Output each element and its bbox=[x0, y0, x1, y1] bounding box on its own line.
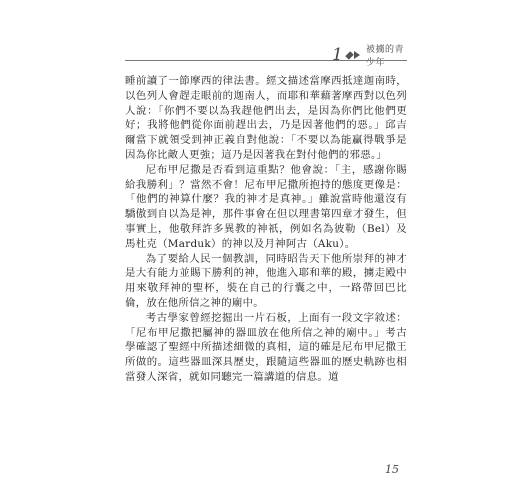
running-header bbox=[332, 42, 408, 68]
arrow-ornament-icon bbox=[354, 51, 360, 59]
body-text bbox=[125, 74, 407, 385]
chapter-number: 1 bbox=[332, 45, 343, 65]
paragraph-1: 睡前讀了一節摩西的律法書。經文描述當摩西抵達迦南時，以色列人會趕走眼前的迦南人，而耶和華藉著摩西對以色列人說：「你們不要以為我趕他們出去，是因為你們比他們更好；我將他們從你面前趕出去，乃是因著他們的惡。」邱吉爾當下就領受到神正義自對他說：「不要以為能贏得戰爭是因為你比敵人更強；這乃是因著我在對付他們的邪惡。」 bbox=[125, 75, 407, 161]
chapter-title: 被擄的青少年 bbox=[365, 45, 404, 68]
diamond-ornament-icon bbox=[345, 51, 354, 60]
header-rule bbox=[125, 60, 407, 61]
paragraph-4: 考古學家曾經挖掘出一片石板，上面有一段文字敘述：「尼布甲尼撒把屬神的器皿放在他所信之神的廟中。」考古學確認了聖經中所描述細微的真相，這的確是尼布甲尼撒王所做的。這些器皿深具歷史，跟隨這些器皿的歷史軌跡也相當發人深省，就如同聽完一篇講道的信息。道 bbox=[125, 311, 407, 383]
paragraph-3: 為了要給人民一個教訓，同時昭告天下他所崇拜的神才是大有能力並賜下勝利的神，他進入耶和華的殿，擄走殿中用來敬拜神的聖杯，裝在自己的行囊之中，一路帶回巴比倫，放在他所信之神的廟中。 bbox=[125, 252, 407, 309]
page-number: 15 bbox=[385, 463, 399, 476]
paragraph-2: 尼布甲尼撒是否看到這重點？他會說：「主，感謝你賜給我勝利」？當然不會！尼布甲尼撒所抱持的態度更像是：「他們的神算什麼？我的神才是真神。」雖說當時他還沒有驕傲到自以為是神，那件事會在但以理書第四章才發生，但事實上，他敬拜許多異教的神祇，例如名為彼勒（Bel）及馬杜克（Marduk）的神以及月神阿古（Aku）。 bbox=[125, 163, 407, 250]
